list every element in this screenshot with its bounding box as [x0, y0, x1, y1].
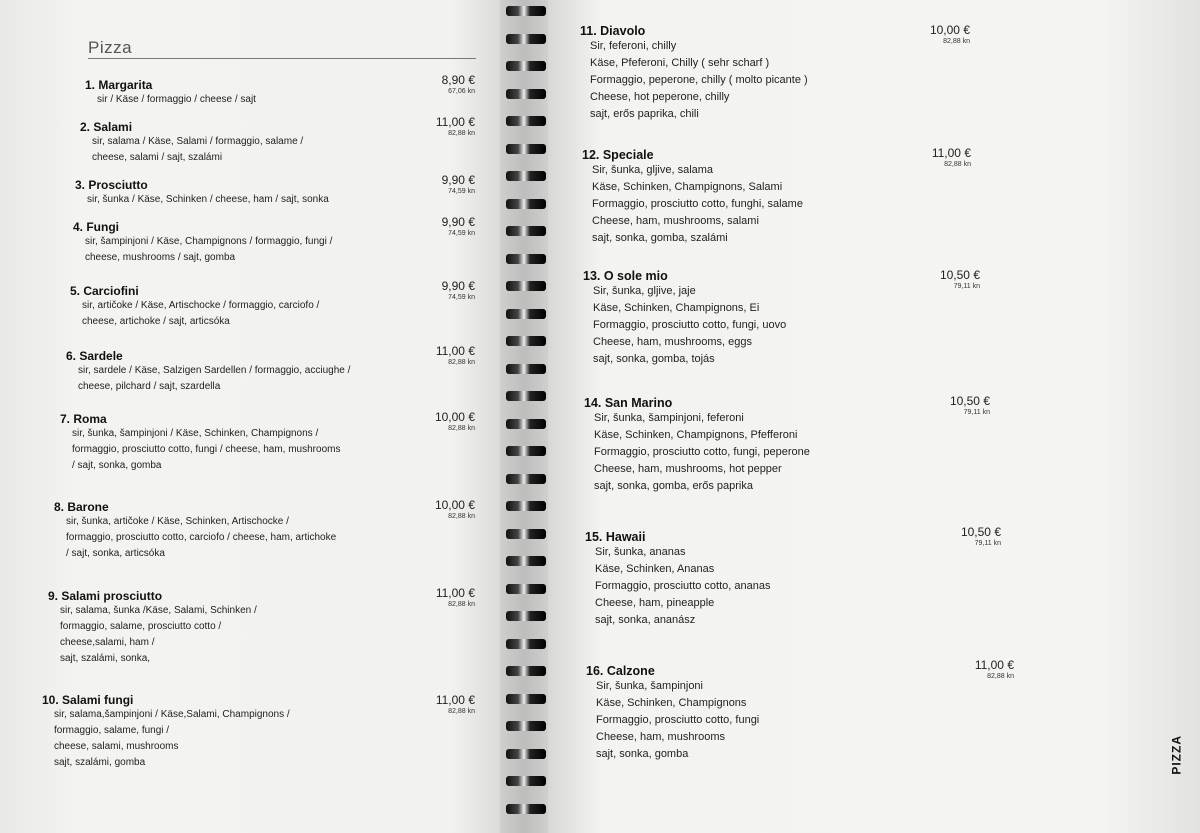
- menu-item: [75, 178, 329, 208]
- spiral-ring: [506, 281, 546, 291]
- price-euro: 11,00 €: [435, 586, 475, 600]
- price-kuna: 79,11 kn: [953, 283, 980, 290]
- menu-item-ingredients: Cheese, hot peperone, chilly: [590, 91, 730, 103]
- menu-item-ingredients: Sir, šunka, šampinjoni, feferoni: [594, 412, 744, 424]
- spiral-ring: [506, 336, 546, 346]
- side-label: PIZZA: [1170, 735, 1184, 775]
- price-kuna: 82,88 kn: [943, 38, 970, 45]
- menu-item-name: 4. Fungi: [73, 220, 119, 234]
- menu-item-ingredients: sajt, szalámi, sonka,: [60, 653, 151, 664]
- spiral-ring: [506, 474, 546, 484]
- price-euro: 11,00 €: [974, 658, 1014, 672]
- menu-item-ingredients: sir / Käse / formaggio / cheese / sajt: [97, 94, 256, 105]
- menu-item-ingredients: Sir, šunka, ananas: [595, 546, 686, 558]
- menu-item-ingredients: Käse, Pfeferoni, Chilly ( sehr scharf ): [590, 57, 770, 69]
- menu-item: [48, 589, 257, 667]
- spiral-ring: [506, 226, 546, 236]
- menu-item-price: [405, 215, 475, 237]
- price-euro: 8,90 €: [441, 73, 475, 87]
- menu-item-ingredients: Käse, Schinken, Champignons, Ei: [593, 302, 760, 314]
- price-kuna: 82,88 kn: [987, 673, 1014, 680]
- spiral-ring: [506, 419, 546, 429]
- price-kuna: 79,11 kn: [963, 409, 990, 416]
- menu-item: [585, 530, 770, 629]
- menu-item-ingredients: sir, salama, šunka /Käse, Salami, Schinken /: [60, 605, 257, 616]
- menu-item-name: 13. O sole mio: [583, 269, 668, 283]
- price-euro: 11,00 €: [931, 146, 971, 160]
- menu-item-ingredients: Käse, Schinken, Ananas: [595, 563, 715, 575]
- menu-item-ingredients: Käse, Schinken, Champignons, Salami: [592, 181, 783, 193]
- price-euro: 10,50 €: [949, 394, 990, 408]
- menu-item-ingredients: formaggio, salame, fungi /: [54, 725, 170, 736]
- spiral-ring: [506, 171, 546, 181]
- price-kuna: 74,59 kn: [448, 294, 475, 301]
- menu-item-price: [910, 268, 980, 290]
- menu-item-ingredients: Sir, šunka, gljive, salama: [592, 164, 714, 176]
- price-kuna: 79,11 kn: [974, 540, 1001, 547]
- menu-item-price: [901, 146, 971, 168]
- menu-item-ingredients: sajt, erős paprika, chili: [590, 108, 699, 120]
- menu-item-ingredients: Käse, Schinken, Champignons, Pfefferoni: [594, 429, 798, 441]
- spiral-ring: [506, 501, 546, 511]
- price-euro: 11,00 €: [435, 115, 475, 129]
- menu-item-ingredients: sir, sardele / Käse, Salzigen Sardellen / formaggio, acciughe /: [78, 365, 351, 376]
- menu-item-name: 9. Salami prosciutto: [48, 589, 163, 603]
- spiral-ring: [506, 116, 546, 126]
- menu-item-ingredients: cheese, mushrooms / sajt, gomba: [85, 252, 236, 263]
- menu-item-ingredients: sir, šunka, artičoke / Käse, Schinken, Artischocke /: [66, 516, 289, 527]
- spiral-ring: [506, 584, 546, 594]
- menu-item-name: 16. Calzone: [586, 664, 655, 678]
- menu-item-price: [405, 279, 475, 301]
- menu-item-ingredients: cheese, salami / sajt, szalámi: [92, 152, 223, 163]
- menu-item-name: 5. Carciofini: [70, 284, 139, 298]
- price-euro: 10,00 €: [434, 410, 475, 424]
- menu-item-ingredients: formaggio, prosciutto cotto, carciofo / cheese, ham, artichoke: [66, 532, 337, 543]
- title-divider: [88, 58, 476, 59]
- menu-item-ingredients: Sir, šunka, šampinjoni: [596, 680, 703, 692]
- price-euro: 9,90 €: [441, 279, 475, 293]
- menu-item-ingredients: sajt, szalámi, gomba: [54, 757, 146, 768]
- menu-item-ingredients: cheese,salami, ham /: [60, 637, 155, 648]
- menu-item-name: 8. Barone: [54, 500, 109, 514]
- menu-item-ingredients: formaggio, salame, prosciutto cotto /: [60, 621, 222, 632]
- price-euro: 10,00 €: [434, 498, 475, 512]
- menu-item: [70, 284, 319, 330]
- menu-item: [54, 500, 336, 562]
- spiral-ring: [506, 254, 546, 264]
- menu-item-price: [931, 525, 1001, 547]
- spiral-ring: [506, 34, 546, 44]
- menu-item-price: [405, 173, 475, 195]
- spiral-ring: [506, 776, 546, 786]
- price-kuna: 82,88 kn: [448, 708, 475, 715]
- menu-item-ingredients: sir, artičoke / Käse, Artischocke / formaggio, carciofo /: [82, 300, 320, 311]
- menu-item-ingredients: sir, salama / Käse, Salami / formaggio, salame /: [92, 136, 304, 147]
- price-euro: 9,90 €: [441, 173, 475, 187]
- menu-item-price: [405, 344, 475, 366]
- menu-item-price: [405, 115, 475, 137]
- menu-item: [60, 412, 340, 474]
- menu-item-ingredients: Sir, feferoni, chilly: [590, 40, 677, 52]
- menu-item-price: [405, 693, 475, 715]
- price-kuna: 82,88 kn: [448, 425, 475, 432]
- menu-item-ingredients: Formaggio, peperone, chilly ( molto picante ): [590, 74, 808, 86]
- menu-item-ingredients: Käse, Schinken, Champignons: [596, 697, 747, 709]
- spiral-ring: [506, 694, 546, 704]
- menu-item-ingredients: cheese, artichoke / sajt, articsóka: [82, 316, 230, 327]
- menu-item-ingredients: sajt, sonka, gomba, tojás: [593, 353, 715, 365]
- menu-item-ingredients: sir, šampinjoni / Käse, Champignons / formaggio, fungi /: [85, 236, 333, 247]
- menu-item-price: [944, 658, 1014, 680]
- menu-item-name: 11. Diavolo: [580, 24, 646, 38]
- price-kuna: 74,59 kn: [448, 188, 475, 195]
- menu-item: [80, 120, 303, 166]
- spiral-ring: [506, 89, 546, 99]
- menu-item-name: 12. Speciale: [582, 148, 654, 162]
- spiral-ring: [506, 666, 546, 676]
- price-kuna: 82,88 kn: [448, 130, 475, 137]
- menu-item-ingredients: sir, šunka, šampinjoni / Käse, Schinken, Champignons /: [72, 428, 319, 439]
- spiral-ring: [506, 61, 546, 71]
- menu-item-ingredients: / sajt, sonka, gomba: [72, 460, 162, 471]
- right-page: [548, 0, 1200, 833]
- price-euro: 10,50 €: [939, 268, 980, 282]
- spiral-ring: [506, 364, 546, 374]
- menu-item-ingredients: Formaggio, prosciutto cotto, fungi, peperone: [594, 446, 810, 458]
- menu-item-ingredients: sajt, sonka, gomba: [596, 748, 689, 760]
- menu-item: [580, 24, 808, 123]
- menu-item-name: 3. Prosciutto: [75, 178, 148, 192]
- spiral-ring: [506, 721, 546, 731]
- menu-item: [42, 693, 290, 771]
- price-kuna: 82,88 kn: [448, 359, 475, 366]
- menu-item-ingredients: sajt, sonka, gomba, szalámi: [592, 232, 728, 244]
- menu-item: [66, 349, 350, 395]
- menu-item-price: [405, 410, 475, 432]
- menu-item-name: 10. Salami fungi: [42, 693, 134, 707]
- spiral-ring: [506, 556, 546, 566]
- spiral-ring: [506, 611, 546, 621]
- menu-item-name: 14. San Marino: [584, 396, 673, 410]
- left-page: [0, 0, 500, 833]
- price-euro: 10,00 €: [929, 23, 970, 37]
- menu-item: [85, 78, 256, 108]
- spiral-ring: [506, 446, 546, 456]
- menu-item-name: 1. Margarita: [85, 78, 153, 92]
- menu-item-ingredients: sir, šunka / Käse, Schinken / cheese, ham / sajt, sonka: [87, 194, 329, 205]
- spiral-ring: [506, 391, 546, 401]
- menu-item-ingredients: Cheese, ham, mushrooms, eggs: [593, 336, 752, 348]
- price-euro: 11,00 €: [435, 693, 475, 707]
- menu-item-name: 2. Salami: [80, 120, 133, 134]
- menu-item-ingredients: sajt, sonka, ananász: [595, 614, 696, 626]
- menu-item-name: 15. Hawaii: [585, 530, 646, 544]
- spiral-ring: [506, 6, 546, 16]
- spiral-ring: [506, 144, 546, 154]
- price-kuna: 82,88 kn: [944, 161, 971, 168]
- menu-item-price: [900, 23, 970, 45]
- price-euro: 11,00 €: [435, 344, 475, 358]
- menu-item-name: 6. Sardele: [66, 349, 123, 363]
- menu-item-price: [405, 498, 475, 520]
- menu-item-price: [920, 394, 990, 416]
- menu-item-ingredients: Cheese, ham, mushrooms: [596, 731, 725, 743]
- menu-item-ingredients: cheese, pilchard / sajt, szardella: [78, 381, 221, 392]
- price-kuna: 74,59 kn: [448, 230, 475, 237]
- price-euro: 9,90 €: [441, 215, 475, 229]
- spiral-ring: [506, 749, 546, 759]
- menu-item: [582, 148, 803, 247]
- menu-item: [583, 269, 786, 368]
- menu-item: [584, 396, 810, 495]
- menu-item-price: [405, 73, 475, 95]
- menu-item-ingredients: Formaggio, prosciutto cotto, fungi, uovo: [593, 319, 787, 331]
- menu-item-ingredients: Sir, šunka, gljive, jaje: [593, 285, 696, 297]
- menu-item: [586, 664, 759, 763]
- spiral-ring: [506, 529, 546, 539]
- menu-item-ingredients: cheese, salami, mushrooms: [54, 741, 179, 752]
- price-kuna: 82,88 kn: [448, 601, 475, 608]
- menu-item-price: [405, 586, 475, 608]
- menu-item-ingredients: / sajt, sonka, articsóka: [66, 548, 165, 559]
- price-euro: 10,50 €: [960, 525, 1001, 539]
- spiral-ring: [506, 804, 546, 814]
- section-title: Pizza: [88, 38, 133, 57]
- menu-item-ingredients: Cheese, ham, mushrooms, hot pepper: [594, 463, 782, 475]
- menu-item-ingredients: Formaggio, prosciutto cotto, fungi: [596, 714, 760, 726]
- menu-item-ingredients: formaggio, prosciutto cotto, fungi / cheese, ham, mushrooms: [72, 444, 341, 455]
- menu-item-ingredients: Formaggio, prosciutto cotto, ananas: [595, 580, 771, 592]
- price-kuna: 82,88 kn: [448, 513, 475, 520]
- menu-item-ingredients: Cheese, ham, pineapple: [595, 597, 715, 609]
- menu-item-ingredients: sir, salama,šampinjoni / Käse,Salami, Champignons /: [54, 709, 290, 720]
- spiral-ring: [506, 639, 546, 649]
- menu-item-ingredients: Cheese, ham, mushrooms, salami: [592, 215, 759, 227]
- spiral-ring: [506, 309, 546, 319]
- spiral-ring: [506, 199, 546, 209]
- menu-item-ingredients: sajt, sonka, gomba, erős paprika: [594, 480, 753, 492]
- menu-item: [73, 220, 332, 266]
- menu-item-name: 7. Roma: [60, 412, 107, 426]
- menu-item-ingredients: Formaggio, prosciutto cotto, funghi, salame: [592, 198, 803, 210]
- price-kuna: 67,06 kn: [448, 88, 475, 95]
